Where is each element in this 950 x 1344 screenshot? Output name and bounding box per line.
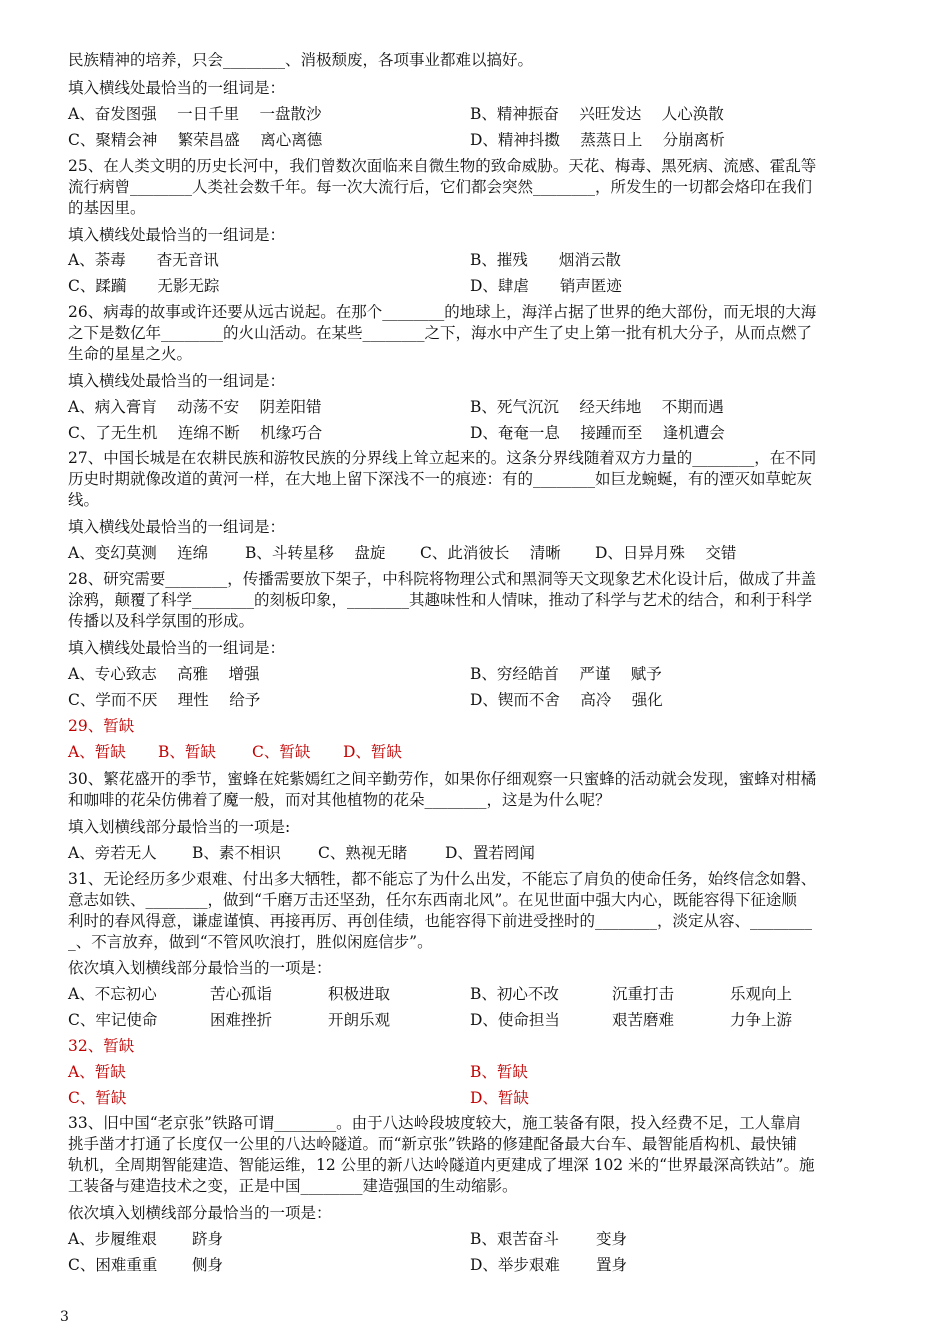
q31-option-a[interactable]: A、不忘初心 <box>68 985 157 1003</box>
q25-option-a[interactable]: A、荼毒 杳无音讯 <box>68 251 219 269</box>
q27-option-d[interactable]: D、日异月殊 交错 <box>595 544 737 562</box>
q30-stem-2: 和咖啡的花朵仿佛着了魔一般，而对其他植物的花朵________，这是为什么呢？ <box>68 791 611 809</box>
q31-option-d[interactable]: D、使命担当 <box>470 1011 560 1029</box>
q27-stem-3: 线。 <box>68 491 100 509</box>
q33-stem-1: 33、旧中国“老京张”铁路可谓________。由于八达岭段坡度较大，施工装备有限，投入经费不足，工人靠肩 <box>68 1114 802 1132</box>
q24-option-c[interactable]: C、聚精会神 繁荣昌盛 离心离德 <box>68 131 323 149</box>
q24-stem-tail: 民族精神的培养，只会________、消极颓废，各项事业都难以搞好。 <box>68 51 534 69</box>
q26-stem-3: 生命的星星之火。 <box>68 345 193 363</box>
q33-stem-4: 工装备与建造技术之变，正是中国________建造强国的生动缩影。 <box>68 1177 518 1195</box>
q33-stem-2: 挑手凿才打通了长度仅一公里的八达岭隧道。而“新京张”铁路的修建配备最大台车、最智能盾构机、最快铺 <box>68 1135 797 1153</box>
q26-option-c[interactable]: C、了无生机 连绵不断 机缘巧合 <box>68 424 323 442</box>
q33-option-d[interactable]: D、举步艰难 <box>470 1256 560 1274</box>
q33-option-b[interactable]: B、艰苦奋斗 <box>470 1230 559 1248</box>
q31-stem-1: 31、无论经历多少艰难、付出多大牺牲，都不能忘了为什么出发，不能忘了肩负的使命任务，始终信念如磐、 <box>68 870 817 888</box>
q26-option-b[interactable]: B、死气沉沉 经天纬地 不期而遇 <box>470 398 724 416</box>
q25-option-c[interactable]: C、蹂躏 无影无踪 <box>68 277 220 295</box>
q33-option-a-word-2: 跻身 <box>192 1230 224 1248</box>
q31-option-b-word-3: 乐观向上 <box>730 985 793 1003</box>
q31-option-c[interactable]: C、牢记使命 <box>68 1011 158 1029</box>
q31-option-b-word-2: 沉重打击 <box>612 985 675 1003</box>
q33-instruction: 依次填入划横线部分最恰当的一项是： <box>68 1204 332 1222</box>
q32-option-c[interactable]: C、暂缺 <box>68 1089 127 1107</box>
q33-option-d-word-2: 置身 <box>596 1256 628 1274</box>
q26-option-d[interactable]: D、奄奄一息 接踵而至 逢机遭会 <box>470 424 725 442</box>
q29-option-d[interactable]: D、暂缺 <box>343 743 402 761</box>
q25-stem-3: 的基因里。 <box>68 199 146 217</box>
q26-stem-2: 之下是数亿年________的火山活动。在某些________之下，海水中产生了史上第一批有机大分子，从而点燃了 <box>68 324 813 342</box>
q28-stem-3: 传播以及科学氛围的形成。 <box>68 612 255 630</box>
q30-option-b[interactable]: B、素不相识 <box>192 844 281 862</box>
q31-option-c-word-3: 开朗乐观 <box>328 1011 391 1029</box>
q24-option-d[interactable]: D、精神抖擞 蒸蒸日上 分崩离析 <box>470 131 725 149</box>
q31-stem-3: 利时的春风得意，谦虚谨慎、再接再厉、再创佳绩，也能容得下前进受挫时的________，淡定从容、________ <box>68 912 813 930</box>
q26-stem-1: 26、病毒的故事或许还要从远古说起。在那个________的地球上，海洋占据了世界的绝大部份，而无垠的大海 <box>68 303 817 321</box>
q24-option-a[interactable]: A、奋发图强 一日千里 一盘散沙 <box>68 105 322 123</box>
q25-option-b[interactable]: B、摧残 烟消云散 <box>470 251 621 269</box>
q30-stem-1: 30、繁花盛开的季节，蜜蜂在姹紫嫣红之间辛勤劳作，如果你仔细观察一只蜜蜂的活动就会发现，蜜蜂对柑橘 <box>68 770 817 788</box>
q32-option-a[interactable]: A、暂缺 <box>68 1063 126 1081</box>
q31-option-b[interactable]: B、初心不改 <box>470 985 559 1003</box>
q26-instruction: 填入横线处最恰当的一组词是： <box>68 372 286 390</box>
q31-option-d-word-3: 力争上游 <box>730 1011 793 1029</box>
q29-option-a[interactable]: A、暂缺 <box>68 743 126 761</box>
q28-option-b[interactable]: B、穷经皓首 严谨 赋予 <box>470 665 662 683</box>
q31-option-c-word-2: 困难挫折 <box>210 1011 273 1029</box>
q33-option-c[interactable]: C、困难重重 <box>68 1256 158 1274</box>
q28-instruction: 填入横线处最恰当的一组词是： <box>68 639 286 657</box>
page-number: 3 <box>60 1309 69 1325</box>
q27-instruction: 填入横线处最恰当的一组词是： <box>68 518 286 536</box>
q31-stem-4: _、不言放弃，做到“不管风吹浪打，胜似闲庭信步”。 <box>68 933 433 951</box>
q27-option-b[interactable]: B、斗转星移 盘旋 <box>245 544 386 562</box>
q28-stem-2: 涂鸦，颠覆了科学________的刻板印象，________其趣味性和人情味，推动了科学与艺术的结合，和利于科学 <box>68 591 813 609</box>
q33-stem-3: 轨机，全周期智能建造、智能运维，12 公里的新八达岭隧道内更建成了埋深 102 米的“世界最深高铁站”。施 <box>68 1156 815 1174</box>
q24-option-b[interactable]: B、精神振奋 兴旺发达 人心涣散 <box>470 105 724 123</box>
q28-option-c[interactable]: C、学而不厌 理性 给予 <box>68 691 261 709</box>
q32-stem: 32、暂缺 <box>68 1037 135 1055</box>
q27-option-c[interactable]: C、此消彼长 清晰 <box>420 544 561 562</box>
q31-option-d-word-2: 艰苦磨难 <box>612 1011 675 1029</box>
q26-option-a[interactable]: A、病入膏肓 动荡不安 阴差阳错 <box>68 398 322 416</box>
q25-stem-2: 流行病曾________人类社会数千年。每一次大流行后，它们都会突然________，所发生的一切都会烙印在我们 <box>68 178 813 196</box>
q28-option-d[interactable]: D、锲而不舍 高冷 强化 <box>470 691 663 709</box>
q27-stem-2: 历史时期就像改道的黄河一样，在大地上留下深浅不一的痕迹：有的________如巨龙蜿蜒，有的湮灭如草蛇灰 <box>68 470 813 488</box>
q27-stem-1: 27、中国长城是在农耕民族和游牧民族的分界线上耸立起来的。这条分界线随着双方力量的________，在不同 <box>68 449 817 467</box>
q30-option-d[interactable]: D、置若罔闻 <box>445 844 535 862</box>
q28-option-a[interactable]: A、专心致志 高雅 增强 <box>68 665 260 683</box>
q30-option-a[interactable]: A、旁若无人 <box>68 844 157 862</box>
q25-instruction: 填入横线处最恰当的一组词是： <box>68 226 286 244</box>
q32-option-d[interactable]: D、暂缺 <box>470 1089 529 1107</box>
q29-stem: 29、暂缺 <box>68 717 135 735</box>
q31-option-a-word-3: 积极进取 <box>328 985 391 1003</box>
q33-option-c-word-2: 侧身 <box>192 1256 224 1274</box>
q27-option-a[interactable]: A、变幻莫测 连绵 <box>68 544 209 562</box>
q33-option-b-word-2: 变身 <box>596 1230 628 1248</box>
q31-instruction: 依次填入划横线部分最恰当的一项是： <box>68 959 332 977</box>
q32-option-b[interactable]: B、暂缺 <box>470 1063 528 1081</box>
q28-stem-1: 28、研究需要________，传播需要放下架子，中科院将物理公式和黑洞等天文现象艺术化设计后，做成了井盖 <box>68 570 817 588</box>
q25-option-d[interactable]: D、肆虐 销声匿迹 <box>470 277 622 295</box>
q31-stem-2: 意志如铁、________，做到“千磨万击还坚劲，任尔东西南北风”。在见世面中强大内心，既能容得下征途顺 <box>68 891 797 909</box>
q30-instruction: 填入划横线部分最恰当的一项是: <box>68 818 291 836</box>
q30-option-c[interactable]: C、熟视无睹 <box>318 844 408 862</box>
q25-stem-1: 25、在人类文明的历史长河中，我们曾数次面临来自微生物的致命威胁。天花、梅毒、黑死病、流感、霍乱等 <box>68 157 817 175</box>
q24-instruction: 填入横线处最恰当的一组词是： <box>68 79 286 97</box>
q33-option-a[interactable]: A、步履维艰 <box>68 1230 157 1248</box>
q29-option-c[interactable]: C、暂缺 <box>252 743 311 761</box>
q31-option-a-word-2: 苦心孤诣 <box>210 985 273 1003</box>
q29-option-b[interactable]: B、暂缺 <box>158 743 216 761</box>
